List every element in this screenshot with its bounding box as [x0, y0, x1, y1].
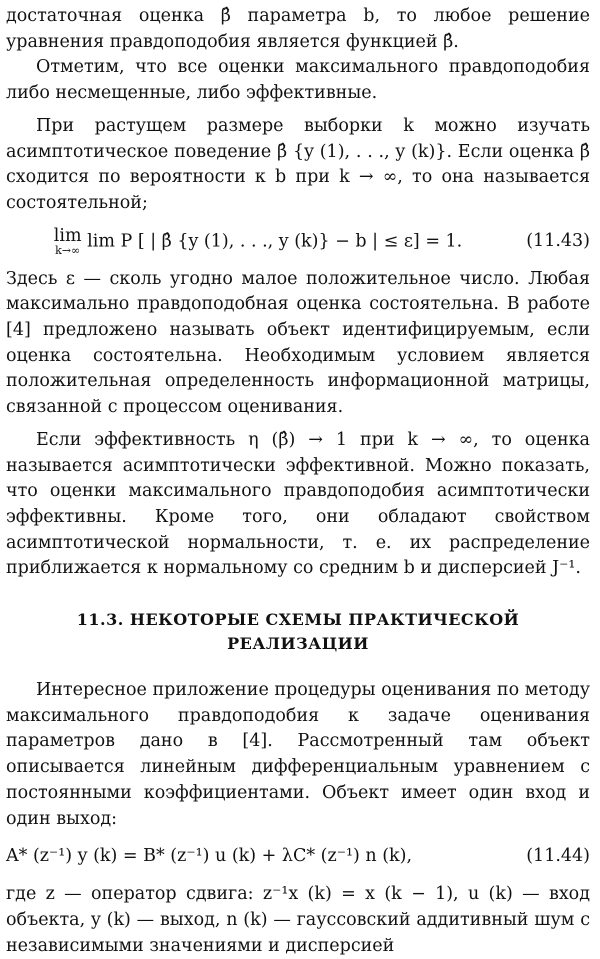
formula-11-43-body: lim P [ | β̂ {y (1), . . ., y (k)} − b | ≤ ε] = 1.	[87, 231, 463, 252]
formula-11-43	[6, 221, 590, 263]
limit-operator: lim	[53, 225, 82, 246]
paragraph-4: Здесь ε — сколь угодно малое положительное число. Любая максимально правдоподобная оценка состоятельна. В работе [4] предложено называть объект идентифицируемым, если оценка состоятельна. Необходимым условием является положительная определенность информационной матрицы, связанной с процессом оценивания.	[6, 268, 590, 418]
formula-11-44-expression: A* (z⁻¹) y (k) = B* (z⁻¹) u (k) + λC* (z⁻¹) n (k),	[6, 846, 413, 867]
section-heading	[6, 608, 590, 656]
formula-11-43-number: (11.43)	[526, 230, 590, 251]
paragraph-7: где z — оператор сдвига: z⁻¹x (k) = x (k − 1), u (k) — вход объекта, y (k) — выход, n (k) — гауссовский аддитивный шум с независимыми значениями и дисперсией	[6, 884, 590, 956]
paragraph-3: При растущем размере выборки k можно изучать асимптотическое поведение β̂ {y (1), . . ., y (k)}. Если оценка β̂ сходится по вероятности к b при k → ∞, то она называется состоятельной;	[6, 115, 590, 213]
paragraph-6: Интересное приложение процедуры оценивания по методу максимального правдоподобия к задаче оценивания параметров дано в [4]. Рассмотренный там объект описывается линейным дифференциальным уравнением с постоянными коэффициентами. Объект имеет один вход и один выход:	[6, 680, 590, 829]
section-heading-line-1: 11.3. НЕКОТОРЫЕ СХЕМЫ ПРАКТИЧЕСКОЙ	[76, 610, 520, 630]
paragraph-5: Если эффективность η (β̂) → 1 при k → ∞, то оценка называется асимптотически эффективной. Можно показать, что оценки максимального правдоподобия асимптотически эффективны. Кроме того, они обладают свойством асимптотической нормальности, т. е. их распределение приближается к нормальному со средним b и дисперсией J⁻¹.	[6, 429, 590, 579]
paragraph-2: Отметим, что все оценки максимального правдоподобия либо несмещенные, либо эффективные.	[6, 57, 590, 104]
section-heading-line-2: РЕАЛИЗАЦИИ	[227, 634, 369, 654]
formula-11-43-expression	[6, 227, 510, 257]
limit-subscript: k→∞	[55, 243, 81, 257]
formula-11-44	[6, 836, 590, 878]
formula-11-44-number: (11.44)	[526, 846, 590, 867]
paragraph-1: достаточная оценка β̂ параметра b, то любое решение уравнения правдоподобия является функцией β̂.	[6, 6, 590, 52]
